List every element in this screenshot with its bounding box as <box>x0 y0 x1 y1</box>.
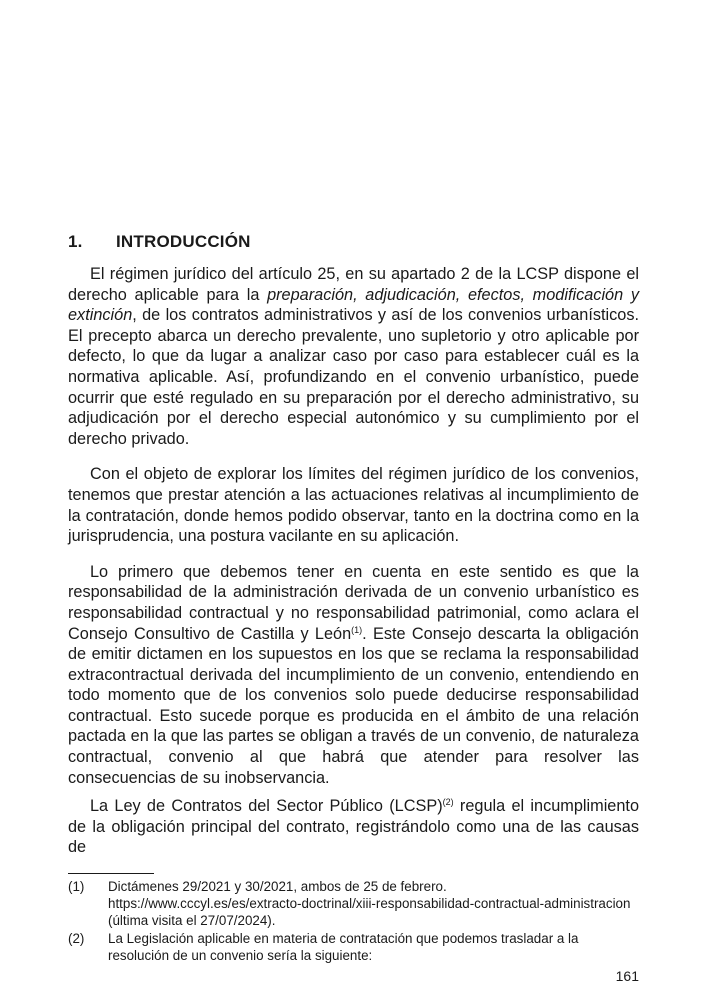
section-title: INTRODUCCIÓN <box>116 232 251 251</box>
body-paragraph <box>68 264 639 449</box>
footnote-text: La Legislación aplicable en materia de contratación que podemos trasladar a la resolución de un convenio sería la siguiente: <box>108 931 579 964</box>
section-number: 1. <box>68 232 83 251</box>
footnotes <box>68 879 639 967</box>
body-paragraph <box>68 464 639 546</box>
text-run: La Ley de Contratos del Sector Público (LCSP) <box>90 797 443 816</box>
footnote-reference: (1) <box>351 624 363 635</box>
footnote-text: Dictámenes 29/2021 y 30/2021, ambos de 25 de febrero. https://www.cccyl.es/es/extracto-doctrinal/xiii-responsabilidad-contractual-administracion (última visita el 27/07/2024). <box>108 879 631 928</box>
section-heading <box>68 232 251 252</box>
text-run: Lo primero que debemos tener en cuenta en este sentido es que la responsabilidad de la administración derivada de un convenio urbanístico es responsabilidad contractual y no responsabilidad patrimonial, como aclara el Consejo Consultivo de Castilla y León <box>68 562 639 643</box>
text-run: El régimen jurídico del artículo 25, en su apartado 2 de la LCSP dispone el derecho aplicable para la <box>68 265 639 304</box>
footnote-number: (2) <box>68 931 85 947</box>
footnote-reference: (2) <box>442 797 454 808</box>
text-run: preparación, adjudicación, efectos, modificación y extinción <box>68 285 639 325</box>
text-run: Con el objeto de explorar los límites del régimen jurídico de los convenios, tenemos que prestar atención a las actuaciones relativas al incumplimiento de la contratación, donde hemos podido observar, tanto en la doctrina como en la jurisprudencia, una postura vacilante en su aplicación. <box>68 465 639 546</box>
text-run: . Este Consejo descarta la obligación de emitir dictamen en los supuestos en los que se reclama la responsabilidad extracontractual derivada del incumplimiento de un convenio, entendiendo en todo momento que de los convenios solo puede deducirse responsabilidad contractual. Esto sucede porque es producida en el ámbito de una relación pactada en la que las partes se obligan a través de un convenio, de naturaleza contractual, convenio al que habrá que atender para resolver las consecuencias de su inobservancia. <box>68 624 639 787</box>
footnote-number: (1) <box>68 879 85 894</box>
page-number: 161 <box>615 968 639 984</box>
text-run: , de los contratos administrativos y así de los convenios urbanísticos. El precepto abarca un derecho prevalente, uno supletorio y otro aplicable por defecto, lo que da lugar a analizar caso por caso para establecer cuál es la normativa aplicable. Así, profundizando en el convenio urbanístico, puede ocurrir que esté regulado en su preparación por el derecho administrativo, su adjudicación por el derecho especial autonómico y su cumplimiento por el derecho privado. <box>68 306 639 448</box>
footnote <box>68 879 639 929</box>
body-text <box>68 264 639 858</box>
text-run: regula el incumplimiento de la obligación principal del contrato, registrándolo como una de las causas de <box>68 797 639 857</box>
footnote-separator <box>68 873 154 874</box>
body-paragraph <box>68 562 639 789</box>
footnote <box>68 931 639 965</box>
body-paragraph <box>68 796 639 858</box>
